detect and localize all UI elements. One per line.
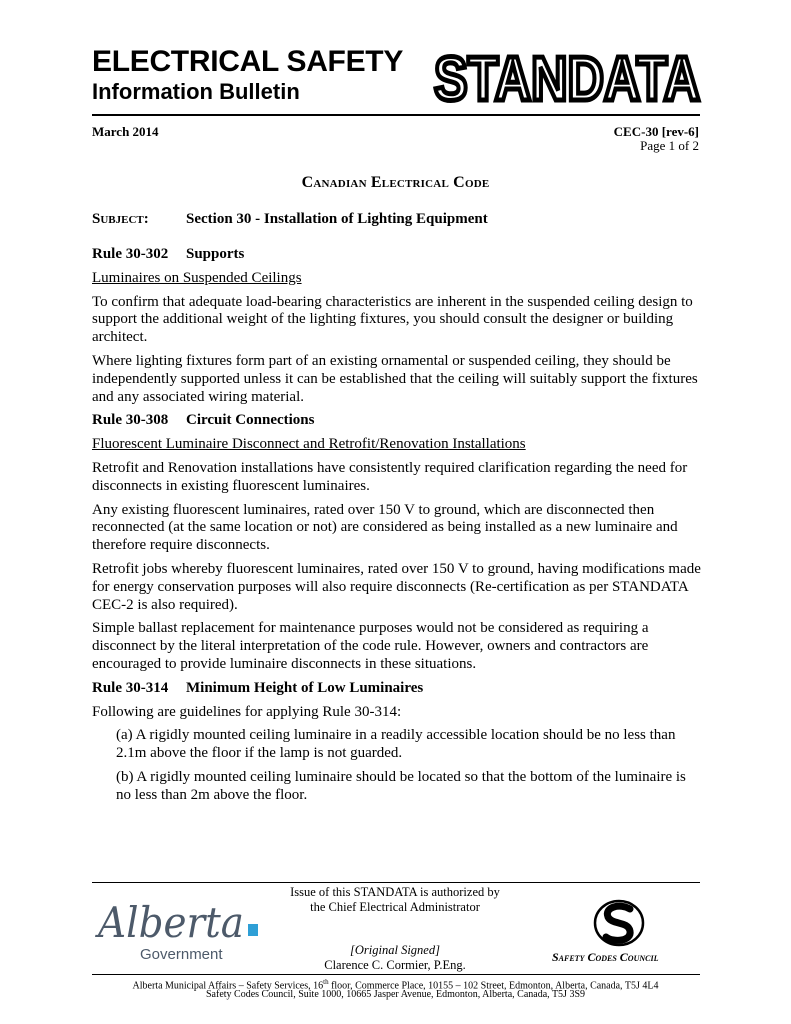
signatory-name: Clarence C. Cormier, P.Eng. <box>324 958 466 972</box>
authorization-line: Issue of this STANDATA is authorized by <box>290 885 500 899</box>
paragraph: Retrofit jobs whereby fluorescent luminaires, rated over 150 V to ground, having modifications made for energy conservation purposes will also require disconnects (Re-certification as per STANDATA CEC-2 is also required). <box>92 560 701 613</box>
footer-divider <box>92 882 700 883</box>
code-heading: Canadian Electrical Code <box>301 174 490 191</box>
standata-logo-text: STANDATA <box>434 45 700 114</box>
address-line-2: Safety Codes Council, Suite 1000, 10665 Jasper Avenue, Edmonton, Alberta, Canada, T5J 3S9 <box>205 989 586 1000</box>
signature-block <box>250 943 540 973</box>
rule-subheading: Fluorescent Luminaire Disconnect and Retrofit/Renovation Installations <box>92 436 526 453</box>
address-line-1-superscript: th <box>323 978 329 986</box>
rule-number: Rule 30-314 <box>92 679 169 696</box>
rule-heading <box>92 412 704 430</box>
bulletin-title: ELECTRICAL SAFETY <box>92 45 404 78</box>
alberta-government-logo <box>96 897 266 963</box>
issue-date: March 2014 <box>92 124 159 139</box>
rule-number: Rule 30-302 <box>92 246 169 262</box>
alberta-logo-wordmark: Alberta <box>94 898 245 947</box>
header-divider <box>92 114 700 116</box>
rule-title: Supports <box>186 246 245 262</box>
address-line-1-part-2: floor, Commerce Place, 10155 – 102 Street, Edmonton, Alberta, Canada, T5J 4L4 <box>328 980 659 992</box>
paragraph: Any existing fluorescent luminaires, rated over 150 V to ground, which are disconnected then reconnected (at the same location or not) are considered as being installed as a new luminaire and therefore require disconnects. <box>92 501 678 554</box>
paragraph: Simple ballast replacement for maintenance purposes would not be considered as requiring a disconnect by the literal interpretation of the code rule. However, owners and contractors are encouraged to provide luminaire disconnects in these situations. <box>92 620 649 672</box>
alberta-logo-square <box>248 924 258 936</box>
signed-note: [Original Signed] <box>350 943 440 957</box>
list-item: (a) A rigidly mounted ceiling luminaire in a readily accessible location should be no less than 2.1m above the floor if the lamp is not guarded. <box>116 727 676 762</box>
standata-logo <box>432 45 702 114</box>
paragraph: Following are guidelines for applying Rule 30-314: <box>92 703 402 720</box>
list-item: (b) A rigidly mounted ceiling luminaire should be located so that the bottom of the luminaire is no less than 2m above the floor. <box>116 768 686 803</box>
rule-title: Circuit Connections <box>186 412 315 429</box>
rule-subheading: Luminaires on Suspended Ceilings <box>92 269 302 286</box>
paragraph: Retrofit and Renovation installations have consistently required clarification regarding the need for disconnects in existing fluorescent luminaires. <box>92 459 688 494</box>
alberta-logo-subtext: Government <box>140 946 223 963</box>
rule-number: Rule 30-308 <box>92 412 169 429</box>
bulletin-subtitle: Information Bulletin <box>92 79 300 104</box>
rule-heading <box>92 246 704 264</box>
rule-title: Minimum Height of Low Luminaires <box>186 679 424 696</box>
address-divider <box>92 974 700 975</box>
bulletin-body <box>92 246 704 811</box>
subject-label: Subject: <box>92 211 149 227</box>
address-line-1-part-1: Alberta Municipal Affairs – Safety Services, 16 <box>132 980 324 992</box>
paragraph: Where lighting fixtures form part of an existing ornamental or suspended ceiling, they should be independently supported unless it can be established that the ceiling will suitably support the fixtures and any associated wiring material. <box>92 352 698 405</box>
safety-codes-council-text: Safety Codes Council <box>552 950 659 964</box>
subject-text: Section 30 - Installation of Lighting Equipment <box>186 211 488 227</box>
document-code: CEC-30 [rev-6] <box>613 124 699 139</box>
authorization-line: the Chief Electrical Administrator <box>310 900 480 914</box>
safety-codes-council-logo <box>590 895 648 951</box>
paragraph: To confirm that adequate load-bearing characteristics are inherent in the suspended ceiling design to support the additional weight of the lighting fixtures, you should consult the designer or building architect. <box>92 293 693 346</box>
rule-heading <box>92 680 704 698</box>
authorization-note <box>250 885 540 915</box>
page-number: Page 1 of 2 <box>640 138 699 153</box>
